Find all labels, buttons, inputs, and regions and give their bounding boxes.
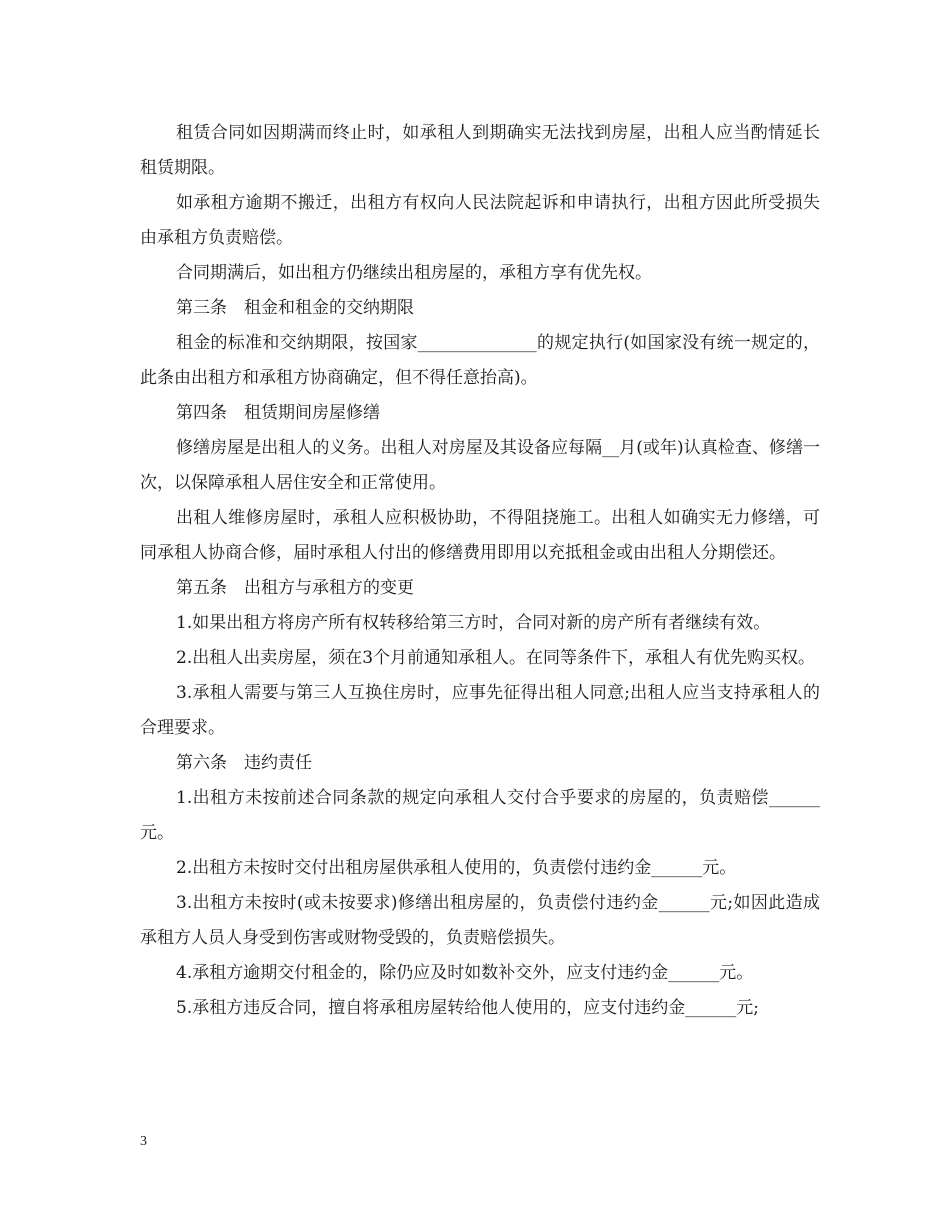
paragraph-priority-right: 合同期满后，如出租方仍继续出租房屋的，承租方享有优先权。 xyxy=(176,263,652,283)
document-body xyxy=(140,116,820,1026)
paragraph-overdue-move: 如承租方逾期不搬迁，出租方有权向人民法院起诉和申请执行，出租方因此所受损失由承租方负责赔偿。 xyxy=(140,193,820,248)
paragraph-change-2: 2.出租人出卖房屋，须在3个月前通知承租人。在同等条件下，承租人有优先购买权。 xyxy=(176,648,816,668)
paragraph-repair-cooperation: 出租人维修房屋时，承租人应积极协助，不得阻挠施工。出租人如确实无力修缮，可同承租人协商合修，届时承租人付出的修缮费用即用以充抵租金或由出租人分期偿还。 xyxy=(140,508,820,563)
paragraph-liability-4: 4.承租方逾期交付租金的，除仍应及时如数补交外，应支付违约金______元。 xyxy=(176,963,754,983)
paragraph-liability-3: 3.出租方未按时(或未按要求)修缮出租房屋的，负责偿付违约金______元;如因此造成承租方人员人身受到伤害或财物受毁的，负责赔偿损失。 xyxy=(140,893,820,948)
heading-article-3: 第三条 租金和租金的交纳期限 xyxy=(176,298,414,318)
paragraph-change-3: 3.承租人需要与第三人互换住房时，应事先征得出租人同意;出租人应当支持承租人的合理要求。 xyxy=(140,683,820,738)
paragraph-liability-1: 1.出租方未按前述合同条款的规定向承租人交付合乎要求的房屋的，负责赔偿______元。 xyxy=(140,788,820,843)
heading-article-5: 第五条 出租方与承租方的变更 xyxy=(176,578,414,598)
paragraph-rent-standard: 租金的标准和交纳期限，按国家______________的规定执行(如国家没有统一规定的，此条由出租方和承租方协商确定，但不得任意抬高)。 xyxy=(140,333,820,388)
heading-article-6: 第六条 违约责任 xyxy=(176,753,312,773)
paragraph-liability-2: 2.出租方未按时交付出租房屋供承租人使用的，负责偿付违约金______元。 xyxy=(176,858,737,878)
paragraph-lease-expiry: 租赁合同如因期满而终止时，如承租人到期确实无法找到房屋，出租人应当酌情延长租赁期限。 xyxy=(140,123,820,178)
paragraph-change-1: 1.如果出租方将房产所有权转移给第三方时，合同对新的房产所有者继续有效。 xyxy=(176,613,771,633)
paragraph-liability-5: 5.承租方违反合同，擅自将承租房屋转给他人使用的，应支付违约金______元; xyxy=(176,998,759,1018)
page-number: 3 xyxy=(140,1134,147,1149)
heading-article-4: 第四条 租赁期间房屋修缮 xyxy=(176,403,380,423)
paragraph-repair-duty: 修缮房屋是出租人的义务。出租人对房屋及其设备应每隔__月(或年)认真检查、修缮一次，以保障承租人居住安全和正常使用。 xyxy=(140,438,820,493)
